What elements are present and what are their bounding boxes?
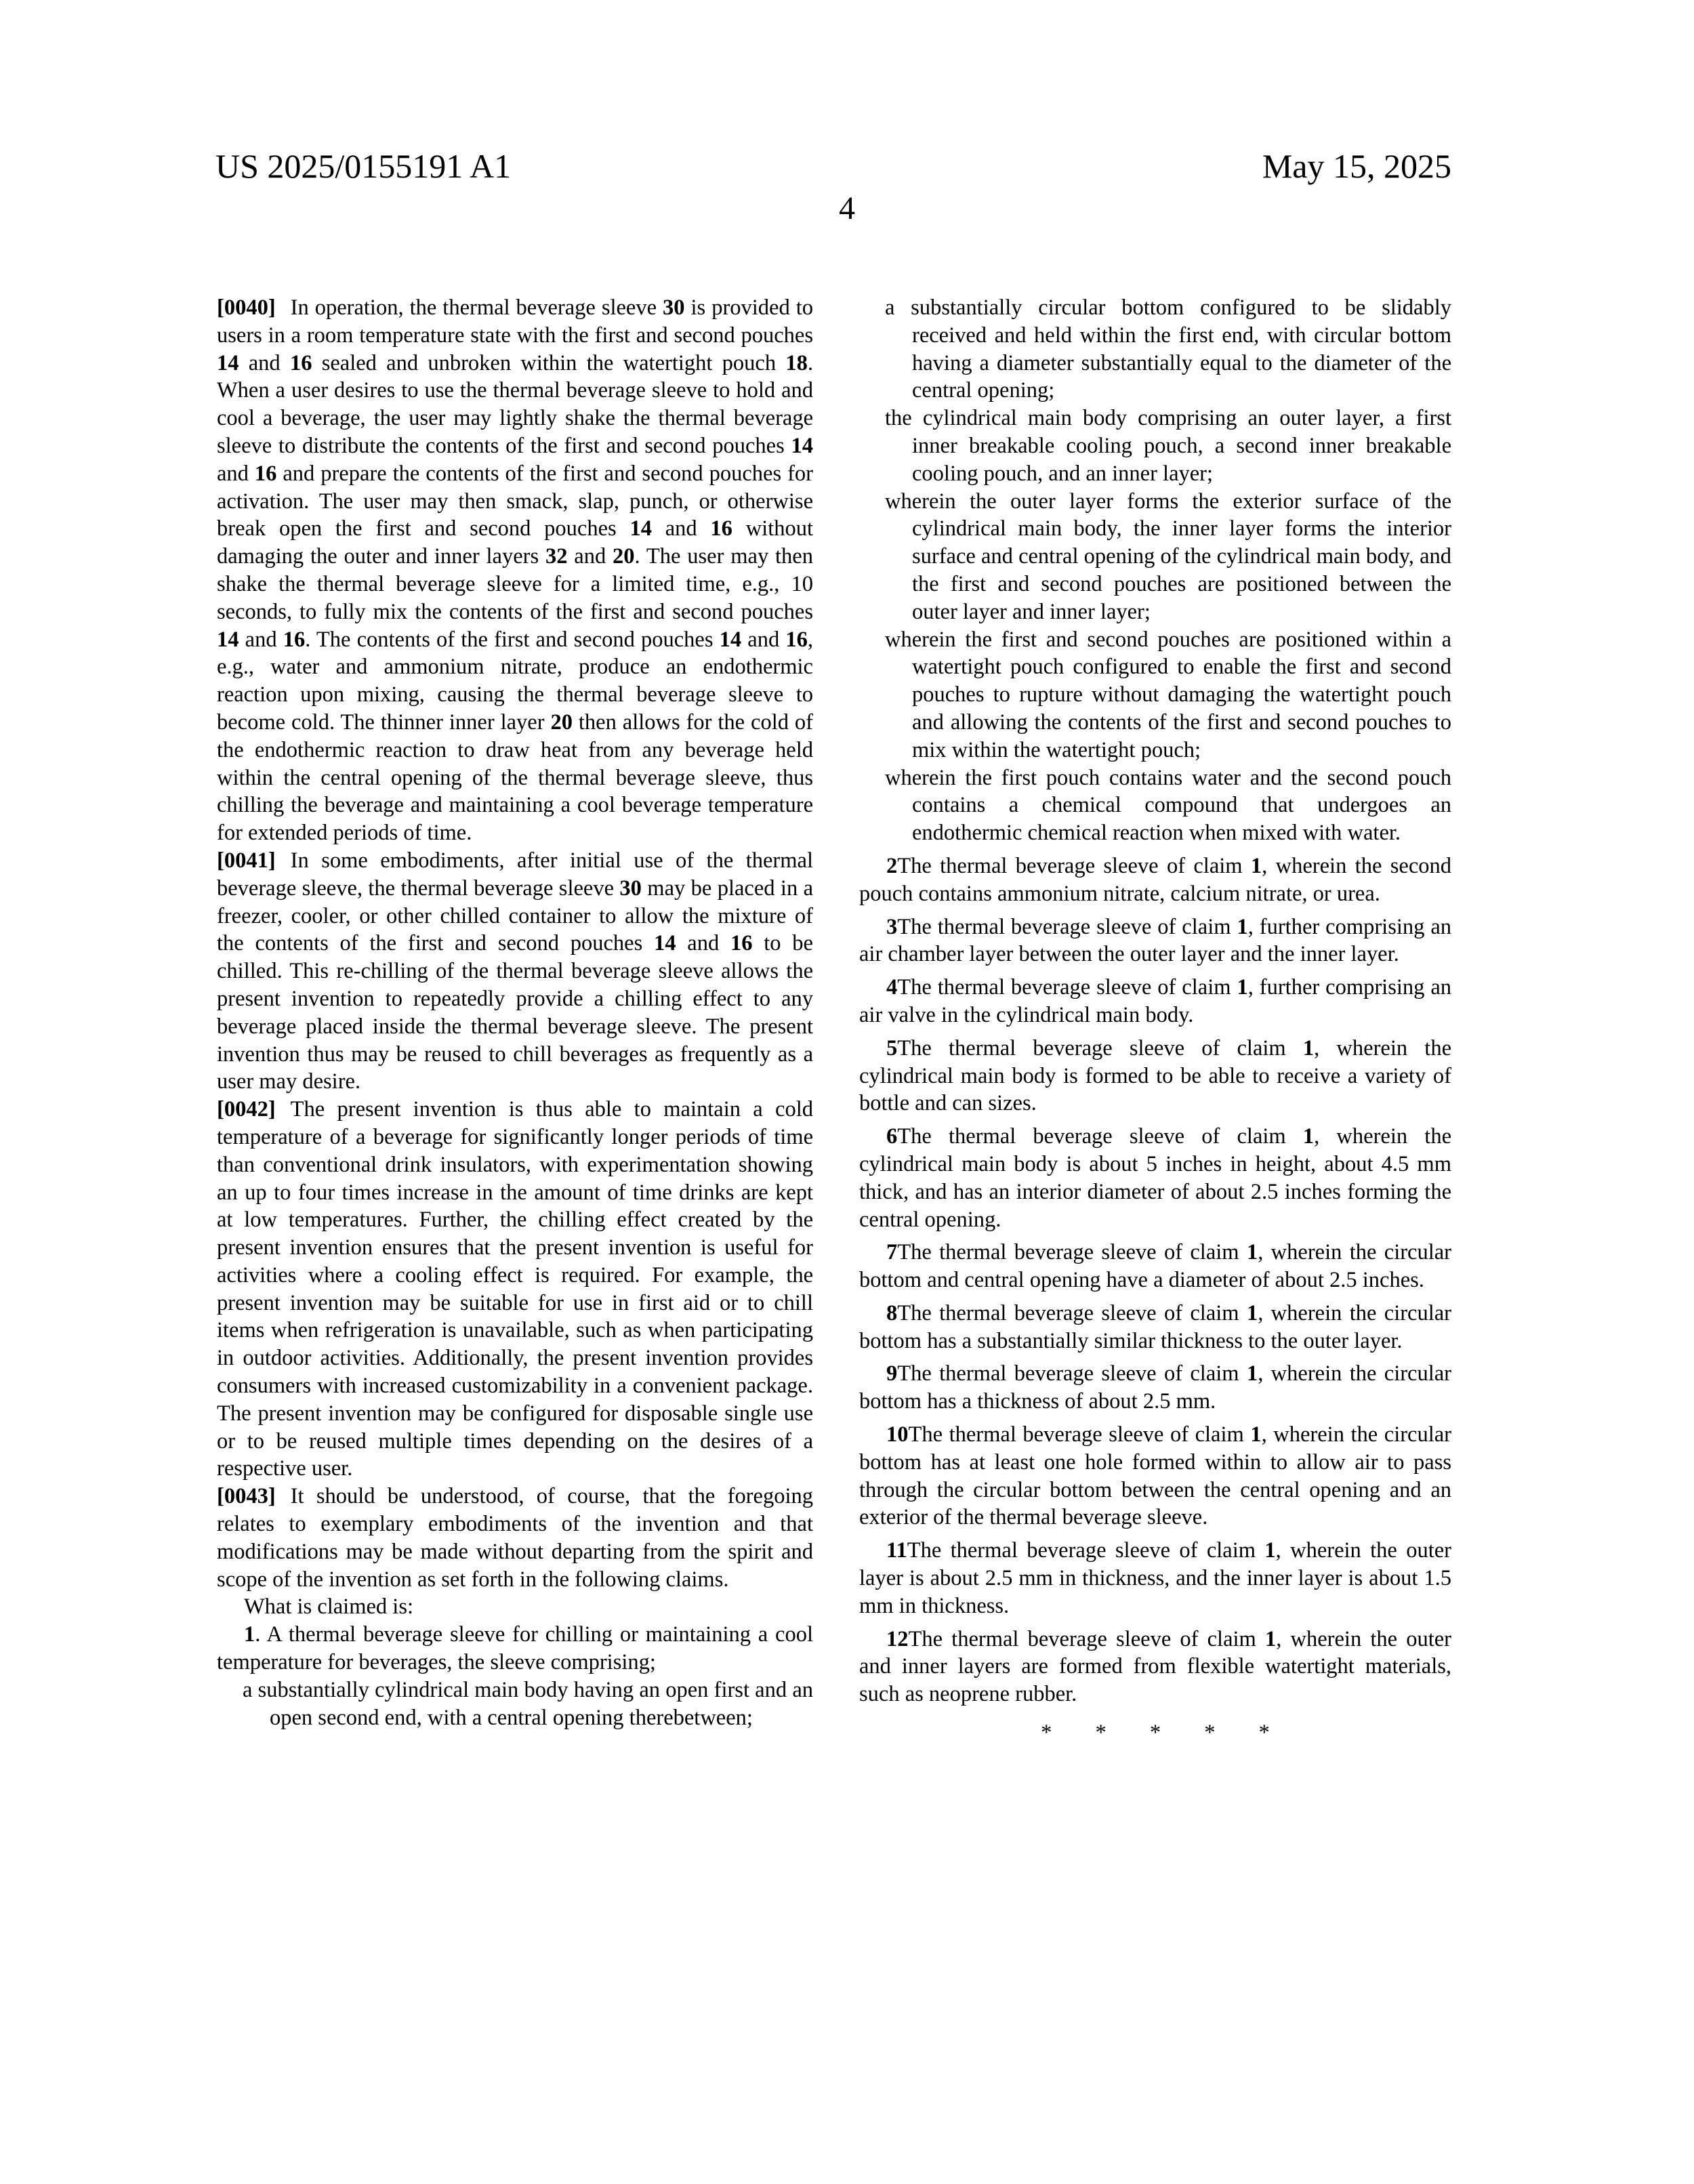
claim-reference: 1 <box>1302 1124 1315 1149</box>
reference-numeral: 30 <box>619 875 642 901</box>
reference-numeral: 30 <box>663 295 685 320</box>
claim-text: , wherein the outer and inner layers are formed from flexible watertight materials, such as neoprene rubber. <box>859 1626 1451 1707</box>
paragraph-tag: [0041] <box>217 848 276 873</box>
claim-reference: 1 <box>1237 975 1248 1000</box>
paragraph-text: and <box>676 931 730 956</box>
reference-numeral: 16 <box>785 627 808 652</box>
paragraph-text: , e.g., water and ammonium nitrate, produce an endothermic reaction upon mixing, causing the thermal beverage sleeve to become cold. The thinner inner layer <box>217 627 813 735</box>
claim-prefix: The thermal beverage sleeve of claim <box>897 975 1237 1000</box>
claim-reference: 1 <box>1250 853 1262 878</box>
paragraph-text: and <box>741 627 786 652</box>
claim-number: 3 <box>886 914 898 939</box>
claim-1-element: wherein the first pouch contains water and the second pouch contains a chemical compound that undergoes an endothermic chemical reaction when mixed with water. <box>885 765 1451 846</box>
claim-reference: 1 <box>1250 1422 1262 1447</box>
claim-prefix: The thermal beverage sleeve of claim <box>907 1538 1265 1563</box>
claim-text: , further comprising an air valve in the cylindrical main body. <box>859 975 1451 1027</box>
claim-reference: 1 <box>1237 914 1248 939</box>
claim-text: , wherein the circular bottom and central opening have a diameter of about 2.5 inches. <box>859 1240 1451 1293</box>
claim-text: . A thermal beverage sleeve for chilling or maintaining a cool temperature for beverages, the sleeve comprising; <box>217 1622 813 1675</box>
paragraph-text: . When a user desires to use the thermal beverage sleeve to hold and cool a beverage, the user may lightly shake the thermal beverage sleeve to distribute the contents of the first and second pouches <box>217 350 813 458</box>
claim-prefix: The thermal beverage sleeve of claim <box>897 914 1237 939</box>
claim-3 <box>859 913 1451 969</box>
paragraph-text: to be chilled. This re-chilling of the thermal beverage sleeve allows the present invention to repeatedly provide a chilling effect to any beverage placed inside the thermal beverage sleeve. The present invention thus may be reused to chill beverages as frequently as a user may desire. <box>217 931 813 1094</box>
claim-number: 2 <box>886 853 898 878</box>
claim-text: , wherein the cylindrical main body is about 5 inches in height, about 4.5 mm thick, and has an interior diameter of about 2.5 inches forming the central opening. <box>859 1124 1451 1232</box>
reference-numeral: 18 <box>785 350 808 375</box>
claim-10 <box>859 1421 1451 1531</box>
claim-5 <box>859 1035 1451 1117</box>
reference-numeral: 16 <box>254 461 277 486</box>
claim-text: , wherein the cylindrical main body is formed to be able to receive a variety of bottle and can sizes. <box>859 1035 1451 1116</box>
claim-number: 7 <box>886 1240 898 1265</box>
claim-text: , wherein the circular bottom has a substantially similar thickness to the outer layer. <box>859 1300 1451 1353</box>
claim-prefix: The thermal beverage sleeve of claim <box>897 853 1251 878</box>
reference-numeral: 16 <box>730 931 753 956</box>
claim-1-element: a substantially circular bottom configured to be slidably received and held within the first end, with circular bottom having a diameter substantially equal to the diameter of the central opening; <box>885 295 1451 403</box>
paragraph-0041 <box>217 847 813 1096</box>
claim-2 <box>859 852 1451 908</box>
claim-number: 12 <box>886 1626 909 1651</box>
claim-prefix: The thermal beverage sleeve of claim <box>897 1035 1303 1060</box>
reference-numeral: 32 <box>545 544 568 569</box>
end-of-document-mark: * * * * * <box>1041 1721 1289 1746</box>
paragraph-tag: [0043] <box>217 1484 276 1509</box>
claim-reference: 1 <box>1302 1035 1315 1060</box>
paragraph-text: without damaging the outer and inner layers <box>217 516 813 569</box>
claim-number: 8 <box>886 1300 898 1325</box>
claim-text: , further comprising an air chamber layer between the outer layer and the inner layer. <box>859 914 1451 967</box>
claim-number: 11 <box>886 1538 907 1563</box>
publication-number: US 2025/0155191 A1 <box>215 147 512 185</box>
paragraph-0040 <box>217 294 813 847</box>
paragraph-text: sealed and unbroken within the watertight pouch <box>312 350 786 375</box>
paragraph-text: In operation, the thermal beverage sleeve <box>290 295 663 320</box>
claim-8 <box>859 1300 1451 1355</box>
paragraph-text: and <box>651 516 711 541</box>
reference-numeral: 14 <box>217 627 239 652</box>
paragraph-text: and prepare the contents of the first and second pouches for activation. The user may then smack, slap, punch, or otherwise break open the first and second pouches <box>217 461 813 541</box>
claim-prefix: The thermal beverage sleeve of claim <box>908 1626 1265 1651</box>
claim-4 <box>859 974 1451 1029</box>
claim-reference: 1 <box>1246 1240 1258 1265</box>
claim-9 <box>859 1360 1451 1416</box>
reference-numeral: 16 <box>710 516 732 541</box>
reference-numeral: 14 <box>654 931 676 956</box>
reference-numeral: 16 <box>289 350 312 375</box>
paragraph-text: . The user may then shake the thermal beverage sleeve for a limited time, e.g., 10 seconds, to fully mix the contents of the first and second pouches <box>217 544 813 624</box>
claim-reference: 1 <box>1246 1361 1258 1386</box>
claim-6 <box>859 1123 1451 1233</box>
paragraph-text: In some embodiments, after initial use of the thermal beverage sleeve, the thermal beverage sleeve <box>217 848 813 901</box>
claim-number: 6 <box>886 1124 898 1149</box>
reference-numeral: 14 <box>719 627 742 652</box>
claim-12 <box>859 1626 1451 1708</box>
left-column <box>217 294 813 1731</box>
claim-reference: 1 <box>1246 1300 1258 1325</box>
claim-prefix: The thermal beverage sleeve of claim <box>897 1361 1247 1386</box>
paragraph-text: It should be understood, of course, that the foregoing relates to exemplary embodiments of the invention and that modifications may be made without departing from the spirit and scope of the invention as set forth in the following claims. <box>217 1484 813 1592</box>
paragraph-text: is provided to users in a room temperature state with the first and second pouches <box>217 295 814 348</box>
paragraph-text: and <box>217 461 255 486</box>
claim-1-preamble <box>217 1621 813 1676</box>
claim-text: , wherein the circular bottom has a thickness of about 2.5 mm. <box>859 1361 1451 1414</box>
paragraph-0043 <box>217 1483 813 1593</box>
claim-prefix: The thermal beverage sleeve of claim <box>897 1240 1247 1265</box>
right-column <box>859 294 1451 1747</box>
reference-numeral: 20 <box>613 544 635 569</box>
claim-prefix: The thermal beverage sleeve of claim <box>897 1124 1303 1149</box>
claim-11 <box>859 1537 1451 1620</box>
reference-numeral: 14 <box>629 516 652 541</box>
claim-number: 10 <box>886 1422 909 1447</box>
paragraph-0042 <box>217 1096 813 1483</box>
claim-reference: 1 <box>1264 1626 1277 1651</box>
claim-text: , wherein the circular bottom has at least one hole formed within to allow air to pass through the circular bottom between the central opening and an exterior of the thermal beverage sleeve. <box>859 1422 1452 1530</box>
paragraph-text: and <box>239 350 290 375</box>
claim-number: 4 <box>886 975 898 1000</box>
claim-1-element: wherein the outer layer forms the exterior surface of the cylindrical main body, the inner layer forms the interior surface and central opening of the cylindrical main body, and the first and second pouches are positioned between the outer layer and inner layer; <box>885 489 1451 624</box>
claim-1-element: a substantially cylindrical main body having an open first and an open second end, with a central opening therebetween; <box>243 1677 813 1730</box>
paragraph-text: The present invention is thus able to maintain a cold temperature of a beverage for significantly longer periods of time than conventional drink insulators, with experimentation showing an up to four times increase in the amount of time drinks are kept at low temperatures. Further, the chilling effect created by the present invention ensures that the present invention is useful for activities where a cooling effect is required. For example, the present invention may be suitable for use in first aid or to chill items when refrigeration is unavailable, such as when participating in outdoor activities. Additionally, the present invention provides consumers with increased customizability in a convenient package. The present invention may be configured for disposable single use or to be reused multiple times depending on the desires of a respective user. <box>217 1097 813 1481</box>
paragraph-text: . The contents of the first and second pouches <box>305 627 720 652</box>
paragraph-tag: [0042] <box>217 1097 276 1122</box>
paragraph-text: and <box>567 544 613 569</box>
reference-numeral: 14 <box>217 350 239 375</box>
reference-numeral: 20 <box>550 709 573 735</box>
claim-text: , wherein the second pouch contains ammonium nitrate, calcium nitrate, or urea. <box>859 853 1451 906</box>
claim-text: , wherein the outer layer is about 2.5 mm in thickness, and the inner layer is about 1.5 mm in thickness. <box>859 1538 1451 1618</box>
claims-intro: What is claimed is: <box>244 1594 414 1620</box>
claim-prefix: The thermal beverage sleeve of claim <box>908 1422 1251 1447</box>
claim-7 <box>859 1239 1451 1294</box>
claim-reference: 1 <box>1264 1538 1276 1563</box>
claim-number: 1 <box>244 1622 255 1647</box>
publication-date: May 15, 2025 <box>1262 147 1451 185</box>
paragraph-text: then allows for the cold of the endothermic reaction to draw heat from any beverage held within the central opening of the thermal beverage sleeve, thus chilling the beverage and maintaining a cool beverage temperature for extended periods of time. <box>217 709 813 846</box>
claim-number: 5 <box>886 1035 898 1060</box>
paragraph-tag: [0040] <box>217 295 276 320</box>
claim-1-element: wherein the first and second pouches are positioned within a watertight pouch configured to enable the first and second pouches to rupture without damaging the watertight pouch and allowing the contents of the first and second pouches to mix within the watertight pouch; <box>885 627 1451 762</box>
reference-numeral: 16 <box>283 627 306 652</box>
paragraph-text: and <box>239 627 283 652</box>
claim-1-element: the cylindrical main body comprising an outer layer, a first inner breakable cooling pouch, a second inner breakable cooling pouch, and an inner layer; <box>885 406 1451 486</box>
paragraph-text: may be placed in a freezer, cooler, or other chilled container to allow the mixture of the contents of the first and second pouches <box>217 875 814 956</box>
claim-prefix: The thermal beverage sleeve of claim <box>897 1300 1247 1325</box>
page-number: 4 <box>839 190 855 226</box>
claim-number: 9 <box>886 1361 898 1386</box>
reference-numeral: 14 <box>791 433 813 458</box>
